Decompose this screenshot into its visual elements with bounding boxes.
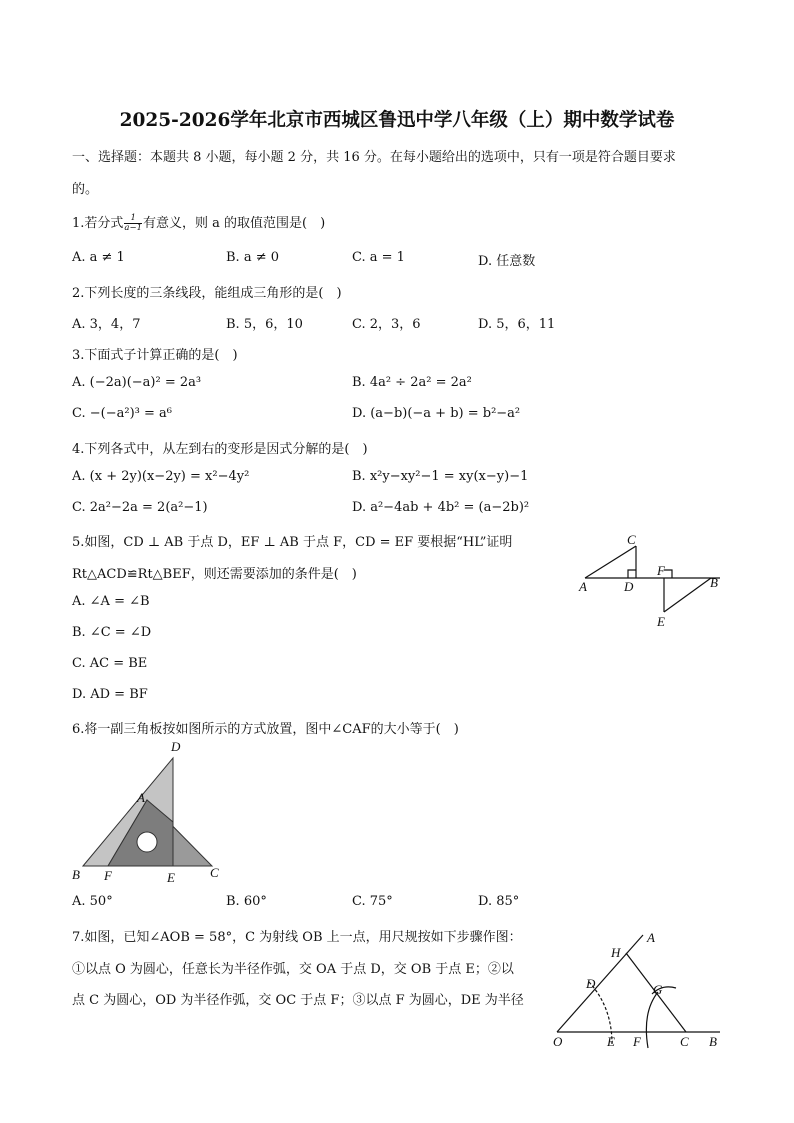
q2-option-d: D. 5，6，11 — [478, 317, 556, 332]
q1-prefix: 1.若分式 — [72, 216, 124, 231]
q6-label-a: A — [137, 790, 145, 805]
q1-fraction-num: 1 — [124, 214, 142, 224]
q7-figure — [546, 922, 726, 1052]
q6-option-d: D. 85° — [478, 894, 520, 909]
q5-option-c: C. AC = BE — [72, 656, 148, 671]
q7-label-o: O — [553, 1034, 563, 1049]
q5-figure — [570, 528, 730, 633]
q4-option-b: B. x²y−xy²−1 = xy(x−y)−1 — [352, 469, 529, 484]
q1-option-d: D. 任意数 — [478, 254, 536, 269]
q2-option-c: C. 2，3，6 — [352, 317, 421, 332]
q1-fraction — [124, 214, 142, 233]
q7-label-b: B — [709, 1034, 717, 1049]
q7-label-d: D — [586, 976, 596, 991]
q3-option-b: B. 4a² ÷ 2a² = 2a² — [352, 375, 472, 390]
q4-option-a: A. (x + 2y)(x−2y) = x²−4y² — [72, 469, 250, 484]
question-7-line2: ①以点 O 为圆心，任意长为半径作弧，交 OA 于点 D，交 OB 于点 E；②以 — [72, 962, 514, 977]
q2-option-b: B. 5，6，10 — [226, 317, 303, 332]
q3-option-c: C. −(−a²)³ = a⁶ — [72, 406, 172, 421]
q1-suffix: 有意义，则 a 的取值范围是( ) — [143, 216, 326, 231]
q4-option-c: C. 2a²−2a = 2(a²−1) — [72, 500, 208, 515]
q2-option-a: A. 3，4，7 — [72, 317, 141, 332]
q1-option-b: B. a ≠ 0 — [226, 250, 279, 265]
q1-fraction-den: a−1 — [124, 223, 143, 233]
question-5-line2: Rt△ACD≌Rt△BEF，则还需要添加的条件是( ) — [72, 567, 357, 582]
section-heading-line1: 一、选择题：本题共 8 小题，每小题 2 分，共 16 分。在每小题给出的选项中，只有一项是符合题目要求 — [72, 150, 676, 165]
q6-option-b: B. 60° — [226, 894, 267, 909]
q7-label-e: E — [607, 1034, 615, 1049]
q4-option-d: D. a²−4ab + 4b² = (a−2b)² — [352, 500, 530, 515]
q6-option-c: C. 75° — [352, 894, 393, 909]
q5-option-b: B. ∠C = ∠D — [72, 625, 152, 640]
q3-option-d: D. (a−b)(−a + b) = b²−a² — [352, 406, 521, 421]
q6-label-d: D — [171, 739, 181, 754]
q6-label-c: C — [210, 865, 219, 880]
question-6: 6.将一副三角板按如图所示的方式放置，图中∠CAF的大小等于( ) — [72, 722, 459, 737]
q7-label-h: H — [611, 945, 621, 960]
q5-option-d: D. AD = BF — [72, 687, 148, 702]
q5-option-a: A. ∠A = ∠B — [72, 594, 150, 609]
page-title: 2025-2026学年北京市西城区鲁迅中学八年级（上）期中数学试卷 — [119, 110, 675, 131]
q7-label-g: G — [653, 982, 663, 997]
q1-option-a: A. a ≠ 1 — [72, 250, 125, 265]
q6-label-e: E — [167, 870, 175, 885]
question-1 — [72, 212, 325, 233]
q5-label-d: D — [624, 579, 634, 594]
q5-label-f: F — [657, 563, 665, 578]
question-7-line3: 点 C 为圆心，OD 为半径作弧，交 OC 于点 F；③以点 F 为圆心，DE 为半径 — [72, 993, 524, 1008]
q7-label-f: F — [633, 1034, 641, 1049]
question-4: 4.下列各式中，从左到右的变形是因式分解的是( ) — [72, 442, 368, 457]
question-5-line1: 5.如图，CD ⊥ AB 于点 D，EF ⊥ AB 于点 F，CD = EF 要根据“HL”证明 — [72, 535, 513, 550]
q7-label-a: A — [647, 930, 655, 945]
q5-label-e: E — [657, 614, 665, 629]
question-7-line1: 7.如图，已知∠AOB = 58°，C 为射线 OB 上一点，用尺规按如下步骤作图： — [72, 930, 522, 945]
q6-option-a: A. 50° — [72, 894, 113, 909]
q5-label-a: A — [579, 579, 587, 594]
section-heading-line2: 的。 — [72, 182, 99, 197]
q1-option-c: C. a = 1 — [352, 250, 405, 265]
q6-label-b: B — [72, 867, 80, 882]
q3-option-a: A. (−2a)(−a)² = 2a³ — [72, 375, 202, 390]
q5-label-c: C — [627, 532, 636, 547]
question-2: 2.下列长度的三条线段，能组成三角形的是( ) — [72, 286, 342, 301]
q6-figure — [66, 736, 236, 886]
q5-label-b: B — [710, 575, 718, 590]
q7-label-c: C — [680, 1034, 689, 1049]
question-3: 3.下面式子计算正确的是( ) — [72, 348, 238, 363]
q6-label-f: F — [104, 868, 112, 883]
